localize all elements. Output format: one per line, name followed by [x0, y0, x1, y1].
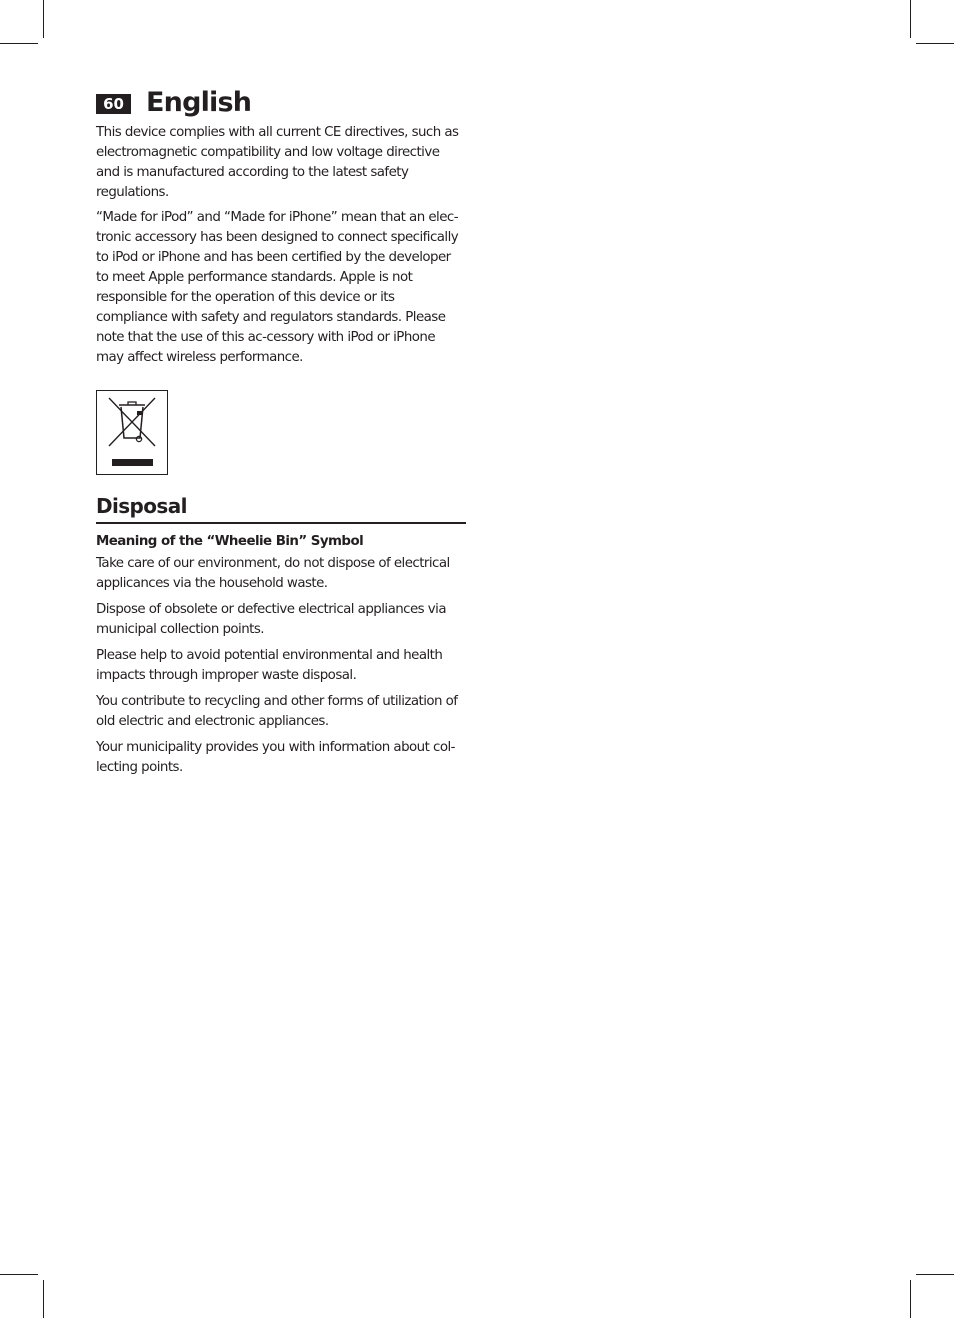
crop-mark-bottom-left-horizontal: [0, 1274, 38, 1275]
disposal-body: [96, 554, 466, 778]
disposal-paragraph: Dispose of obsolete or defective electrical appliances via municipal collection points.: [96, 602, 447, 637]
crop-mark-top-right-horizontal: [916, 43, 954, 44]
crop-mark-top-left-horizontal: [0, 43, 38, 44]
disposal-paragraph: Please help to avoid potential environmental and health impacts through improper waste disposal.: [96, 648, 443, 683]
disposal-title: Disposal: [96, 494, 187, 518]
crop-mark-bottom-right-vertical: [910, 1280, 911, 1318]
crossed-out-wheelie-bin-icon: [97, 391, 167, 474]
intro-paragraph-made-for-ipod: “Made for iPod” and “Made for iPhone” mean that an elec-tronic accessory has been designed to connect specifically to iPod or iPhone and has been certified by the developer to meet Apple performance standards. Apple is not responsible for the operation of this device or its compliance with safety and regulators standards. Please note that the use of this ac-cessory with iPod or iPhone may affect wireless performance.: [96, 210, 459, 365]
disposal-paragraph: Take care of our environment, do not dispose of electrical applicances via the household waste.: [96, 556, 450, 591]
crop-mark-bottom-left-vertical: [43, 1280, 44, 1318]
intro-paragraph-ce: This device complies with all current CE directives, such as electromagnetic compatibility and low voltage directive and is manufactured according to the latest safety regulations.: [96, 125, 459, 200]
disposal-paragraph: You contribute to recycling and other forms of utilization of old electric and electronic appliances.: [96, 694, 458, 729]
crop-mark-top-right-vertical: [910, 0, 911, 38]
page-number-badge: 60: [96, 94, 131, 114]
page-header: [96, 86, 466, 120]
wheelie-bin-symbol-frame: [96, 390, 168, 475]
crop-mark-top-left-vertical: [43, 0, 44, 38]
disposal-paragraph: Your municipality provides you with information about col-lecting points.: [96, 740, 455, 775]
content-column: [96, 86, 466, 778]
crop-mark-bottom-right-horizontal: [916, 1274, 954, 1275]
wheelie-bin-subheading: Meaning of the “Wheelie Bin” Symbol: [96, 534, 364, 549]
language-title: English: [146, 87, 252, 118]
section-divider: [96, 522, 466, 524]
